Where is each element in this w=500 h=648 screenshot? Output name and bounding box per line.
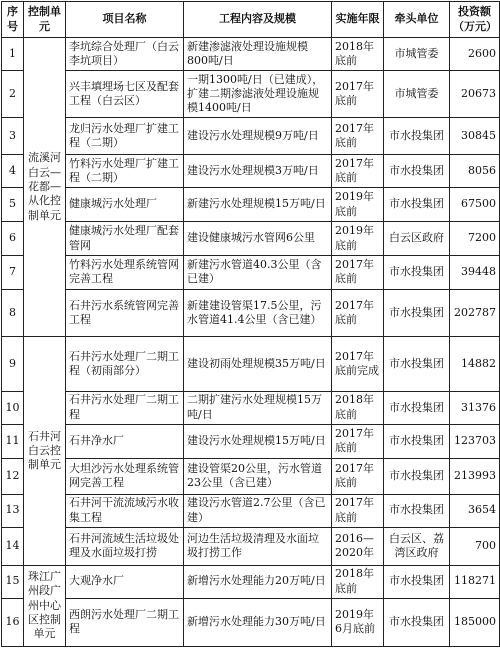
investment: 8056 (450, 155, 500, 188)
project-content: 建设污水处理规模9万吨/日 (184, 118, 332, 155)
project-name: 石井河流域生活垃圾处理及水面垃圾打捞 (66, 527, 184, 565)
project-content: 河边生活垃圾清理及水面垃圾打捞工作 (184, 527, 332, 565)
investment: 700 (450, 527, 500, 565)
control-unit-cell: 珠江广州段广州中心区控制单元 (24, 565, 66, 646)
table-row (2, 118, 500, 155)
project-name: 竹料污水处理厂扩建工程（二期） (66, 155, 184, 188)
table-row (2, 70, 500, 117)
investment: 123703 (450, 424, 500, 458)
lead-unit: 市水投集团 (384, 188, 450, 222)
header-invest: 投资额（万元） (450, 2, 500, 38)
project-content: 建设管渠20公里，污水管道23公里（含已建） (184, 458, 332, 494)
project-name: 石井河干流流域污水收集工程 (66, 494, 184, 527)
project-year: 2017年底前 (332, 155, 384, 188)
lead-unit: 市水投集团 (384, 494, 450, 527)
project-name: 健康城污水处理厂 (66, 188, 184, 222)
investment: 7200 (450, 222, 500, 256)
project-name: 石井污水系统管网完善工程 (66, 289, 184, 336)
project-name: 龙归污水处理厂扩建工程（二期） (66, 118, 184, 155)
project-content: 新增污水处理能力30万吨/日 (184, 598, 332, 646)
table-row (2, 391, 500, 424)
project-content: 新建渗滤液处理设施规模800吨/日 (184, 38, 332, 71)
project-name: 健康城污水处理厂配套管网 (66, 222, 184, 256)
project-year: 2017年底前 (332, 255, 384, 289)
header-lead: 牵头单位 (384, 2, 450, 38)
row-num: 13 (2, 494, 24, 527)
header-unit: 控制单元 (24, 2, 66, 38)
lead-unit: 市水投集团 (384, 565, 450, 598)
row-num: 1 (2, 38, 24, 71)
lead-unit: 市水投集团 (384, 424, 450, 458)
lead-unit: 市水投集团 (384, 289, 450, 336)
table-row (2, 494, 500, 527)
project-year: 2019年底前 (332, 222, 384, 256)
header-row (2, 2, 500, 38)
project-name: 石井净水厂 (66, 424, 184, 458)
project-content: 建设污水处理规模3万吨/日 (184, 155, 332, 188)
investment: 213993 (450, 458, 500, 494)
project-content: 二期扩建污水处理规模15万吨/日 (184, 391, 332, 424)
project-year: 2017年底前 (332, 424, 384, 458)
project-year: 2019年6月底前 (332, 598, 384, 646)
row-num: 7 (2, 255, 24, 289)
project-table (1, 1, 500, 647)
investment: 185000 (450, 598, 500, 646)
project-name: 李坑综合处理厂（白云李坑项目） (66, 38, 184, 71)
table-row (2, 337, 500, 392)
project-content: 建设健康城污水管网6公里 (184, 222, 332, 256)
lead-unit: 市城管委 (384, 70, 450, 117)
investment: 3654 (450, 494, 500, 527)
row-num: 4 (2, 155, 24, 188)
project-year: 2016—2020年 (332, 527, 384, 565)
header-content: 工程内容及规模 (184, 2, 332, 38)
investment: 31376 (450, 391, 500, 424)
row-num: 8 (2, 289, 24, 336)
control-unit-cell: 石井河白云控制单元 (24, 337, 66, 565)
row-num: 12 (2, 458, 24, 494)
table-row (2, 527, 500, 565)
project-name: 西朗污水处理厂二期工程 (66, 598, 184, 646)
investment: 118271 (450, 565, 500, 598)
table-row (2, 598, 500, 646)
row-num: 6 (2, 222, 24, 256)
investment: 14882 (450, 337, 500, 392)
project-name: 大坦沙污水处理系统管网完善工程 (66, 458, 184, 494)
project-year: 2017年底前完成 (332, 337, 384, 392)
row-num: 3 (2, 118, 24, 155)
lead-unit: 市城管委 (384, 38, 450, 71)
row-num: 11 (2, 424, 24, 458)
lead-unit: 市水投集团 (384, 458, 450, 494)
table-row (2, 255, 500, 289)
table-row (2, 222, 500, 256)
project-year: 2017年底前 (332, 458, 384, 494)
lead-unit: 市水投集团 (384, 598, 450, 646)
project-year: 2017年底前 (332, 118, 384, 155)
row-num: 16 (2, 598, 24, 646)
investment: 202787 (450, 289, 500, 336)
project-year: 2018年底前 (332, 391, 384, 424)
project-year: 2017年底前 (332, 70, 384, 117)
table-row (2, 38, 500, 71)
table-row (2, 458, 500, 494)
project-name: 兴丰填埋场七区及配套工程（白云区） (66, 70, 184, 117)
table-row (2, 565, 500, 598)
project-content: 建设初雨处理规模35万吨/日 (184, 337, 332, 392)
table-row (2, 188, 500, 222)
row-num: 14 (2, 527, 24, 565)
project-year: 2018年底前 (332, 565, 384, 598)
row-num: 15 (2, 565, 24, 598)
project-content: 建设污水管道2.7公里（含已建） (184, 494, 332, 527)
header-year: 实施年限 (332, 2, 384, 38)
project-content: 一期1300吨/日（已建成），扩建二期渗滤液处理设施规模1400吨/日 (184, 70, 332, 117)
project-year: 2019年底前 (332, 188, 384, 222)
investment: 39448 (450, 255, 500, 289)
project-name: 竹料污水处理系统管网完善工程 (66, 255, 184, 289)
lead-unit: 白云区、荔湾区政府 (384, 527, 450, 565)
project-name: 石井污水处理厂二期工程 (66, 391, 184, 424)
lead-unit: 市水投集团 (384, 118, 450, 155)
lead-unit: 市水投集团 (384, 255, 450, 289)
row-num: 2 (2, 70, 24, 117)
project-year: 2017年底前 (332, 494, 384, 527)
control-unit-cell: 流溪河白云—花都—从化控制单元 (24, 38, 66, 337)
lead-unit: 市水投集团 (384, 155, 450, 188)
row-num: 9 (2, 337, 24, 392)
header-num: 序号 (2, 2, 24, 38)
row-num: 10 (2, 391, 24, 424)
table-row (2, 289, 500, 336)
lead-unit: 白云区政府 (384, 222, 450, 256)
investment: 20673 (450, 70, 500, 117)
row-num: 5 (2, 188, 24, 222)
investment: 30845 (450, 118, 500, 155)
project-name: 石井污水处理厂二期工程（初雨部分） (66, 337, 184, 392)
table-row (2, 424, 500, 458)
project-content: 建设污水处理规模15万吨/日 (184, 424, 332, 458)
investment: 67500 (450, 188, 500, 222)
header-name: 项目名称 (66, 2, 184, 38)
investment: 2600 (450, 38, 500, 71)
lead-unit: 市水投集团 (384, 391, 450, 424)
project-year: 2017年底前 (332, 289, 384, 336)
project-content: 新增污水处理能力20万吨/日 (184, 565, 332, 598)
project-content: 新建污水管道40.3公里（含已建） (184, 255, 332, 289)
lead-unit: 市水投集团 (384, 337, 450, 392)
project-name: 大观净水厂 (66, 565, 184, 598)
table-row (2, 155, 500, 188)
project-year: 2018年底前 (332, 38, 384, 71)
project-content: 新建污水处理规模15万吨/日 (184, 188, 332, 222)
project-content: 新建建设管渠17.5公里，污水管道41.4公里（含已建） (184, 289, 332, 336)
